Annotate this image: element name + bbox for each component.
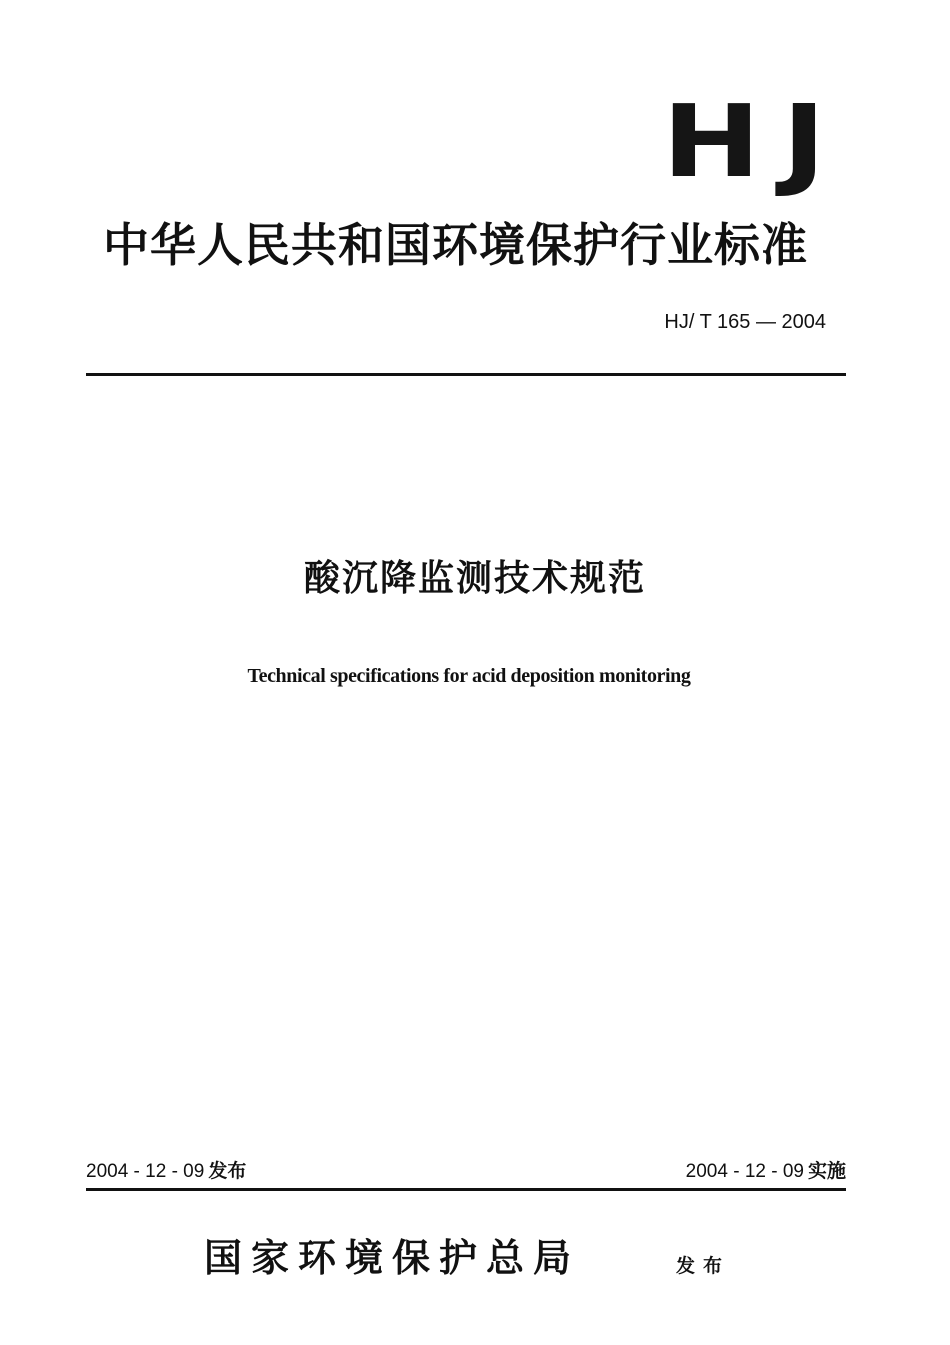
effective-date	[686, 1157, 846, 1185]
issue-date-value: 2004 - 12 - 09	[86, 1161, 205, 1182]
issuing-action: 发布	[676, 1255, 731, 1277]
document-title-english: Technical specifications for acid deposition monitoring	[247, 665, 691, 687]
issue-date	[86, 1157, 246, 1185]
effective-date-value: 2004 - 12 - 09	[685, 1161, 804, 1182]
bottom-divider	[86, 1188, 846, 1191]
industry-standard-title: 中华人民共和国环境保护行业标准	[103, 218, 808, 272]
top-divider	[86, 373, 846, 376]
issuing-authority: 国家环境保护总局	[204, 1235, 581, 1280]
document-title-chinese: 酸沉降监测技术规范	[303, 558, 646, 599]
hj-logo: HJ	[662, 83, 848, 200]
effective-date-label: 实施	[807, 1160, 846, 1182]
standard-number: HJ/ T 165 — 2004	[664, 311, 826, 333]
issue-date-label: 发布	[208, 1160, 247, 1182]
